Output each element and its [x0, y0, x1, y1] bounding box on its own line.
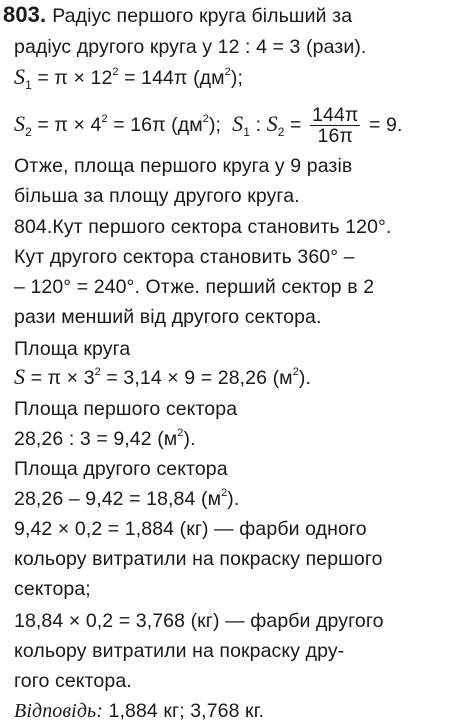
sector2-area-calc: 28,26 – 9,42 = 18,84 $(м^2)$. [14, 487, 240, 510]
paint2-line3: гого сектора. [14, 670, 132, 692]
sector2-area-label: Площа другого сектора [14, 458, 228, 480]
ratio-fraction: $\frac{144\pi}{16\pi}$ [312, 104, 359, 148]
sector1-area-label: Площа першого сектора [14, 398, 238, 420]
problem-number-803: 803. [3, 2, 47, 27]
circle-area-label: Площа круга [14, 338, 131, 360]
answer-label: Відповідь: [14, 700, 104, 722]
paint1-line1: 9,42 × 0,2 = 1,884 (кг) — фарби одного [14, 518, 367, 540]
problem-804-line4: рази менший від другого сектора. [14, 306, 322, 328]
problem-803-line1: 803. Радіус першого круга більший за [3, 2, 353, 27]
problem-804-line2: Кут другого сектора становить 360° – [14, 246, 355, 268]
formula-s2-and-ratio: $S_2 = \pi \times 4^2 = 16\pi$ $(дм^2)$; $S_1$ : $S_2$ = $\frac{144\pi}{16\pi}$ = 9. [14, 104, 403, 148]
problem-803-line2: радіус другого круга у 12 : 4 = 3 (рази). [14, 36, 367, 58]
answer-line [14, 698, 459, 724]
conclusion-803-line1: Отже, площа першого круга у 9 разів [14, 155, 353, 177]
problem-804-line1: 804.Кут першого сектора становить 120°. [14, 216, 392, 238]
formula-s1: $S_1 = \pi \times 12^2 = 144\pi$ $(дм^2)$; [14, 64, 243, 92]
circle-area-formula: $S = \pi \times 3^2 = 3,14 \times 9 = 28,26$ $(м^2)$. [14, 364, 312, 389]
problem-804-line3: – 120° = 240°. Отже. перший сектор в 2 [14, 276, 375, 298]
problem-number-804: 804. [14, 216, 53, 238]
paint2-line2: кольору витратили на покраску дру- [14, 640, 345, 662]
paint2-line1: 18,84 × 0,2 = 3,768 (кг) — фарби другого [14, 610, 384, 632]
paint1-line2: кольору витратили на покраску першого [14, 548, 383, 570]
answer-text: 1,884 кг; 3,768 кг. [108, 700, 265, 722]
paint1-line3: сектора; [14, 578, 91, 600]
sector1-area-calc: 28,26 : 3 = 9,42 $(м^2)$. [14, 427, 196, 450]
conclusion-803-line2: більша за площу другого круга. [14, 185, 300, 207]
